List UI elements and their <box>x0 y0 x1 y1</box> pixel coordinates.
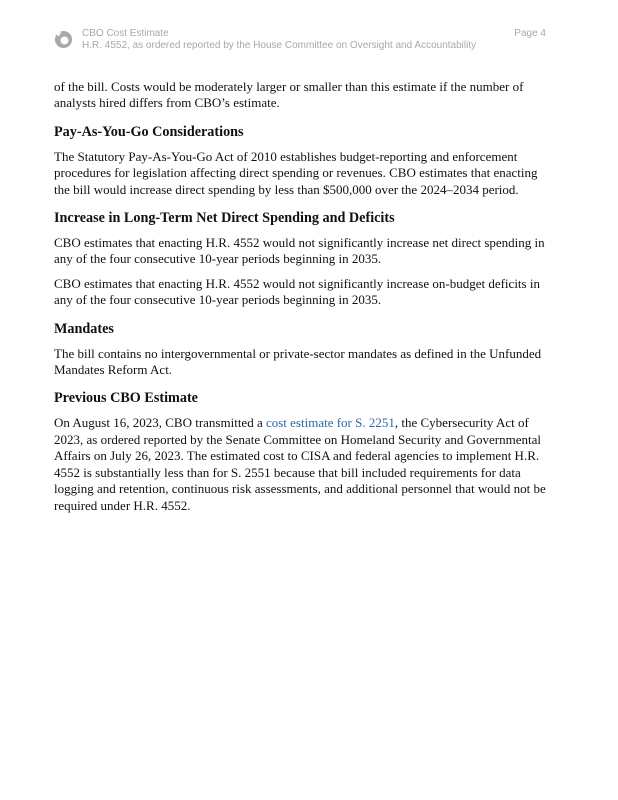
header-bill-title: H.R. 4552, as ordered reported by the House Committee on Oversight and Accountability <box>82 40 477 51</box>
page-number: Page 4 <box>514 28 546 39</box>
page-header <box>54 28 546 54</box>
previous-text-after: , the Cybersecurity Act of 2023, as ordered reported by the Senate Committee on Homeland Security and Governmental Affairs on July 26, 2023. The estimated cost to CISA and federal agencies to implement H.R. 4552 is substantially less than for S. 2551 because that bill included requirements for data logging and retention, continuous risk assessments, and additional personnel that would not be required under H.R. 4552. <box>54 415 546 513</box>
previous-estimate-heading: Previous CBO Estimate <box>54 390 198 407</box>
cbo-logo-icon <box>54 30 73 49</box>
continued-paragraph: of the bill. Costs would be moderately larger or smaller than this estimate if the number of analysts hired differs from CBO’s estimate. <box>54 79 524 111</box>
longterm-heading: Increase in Long-Term Net Direct Spending and Deficits <box>54 210 395 227</box>
longterm-paragraph-1: CBO estimates that enacting H.R. 4552 would not significantly increase net direct spending in any of the four consecutive 10-year periods beginning in 2035. <box>54 235 545 267</box>
paygo-paragraph: The Statutory Pay-As-You-Go Act of 2010 establishes budget-reporting and enforcement procedures for legislation affecting direct spending or revenues. CBO estimates that enacting the bill would increase direct spending by less than $500,000 over the 2024–2034 period. <box>54 148 538 197</box>
document-body <box>54 79 550 522</box>
mandates-paragraph: The bill contains no intergovernmental or private-sector mandates as defined in the Unfunded Mandates Reform Act. <box>54 345 542 378</box>
header-report-type: CBO Cost Estimate <box>82 28 169 39</box>
mandates-heading: Mandates <box>54 320 114 337</box>
paygo-heading: Pay-As-You-Go Considerations <box>54 123 244 140</box>
header-text <box>82 28 476 52</box>
cost-estimate-link[interactable]: cost estimate for S. 2251 <box>265 415 395 431</box>
previous-estimate-paragraph <box>54 415 550 513</box>
previous-text-before: On August 16, 2023, CBO transmitted a <box>54 415 266 431</box>
longterm-paragraph-2: CBO estimates that enacting H.R. 4552 would not significantly increase on-budget deficits in any of the four consecutive 10-year periods beginning in 2035. <box>54 275 540 308</box>
